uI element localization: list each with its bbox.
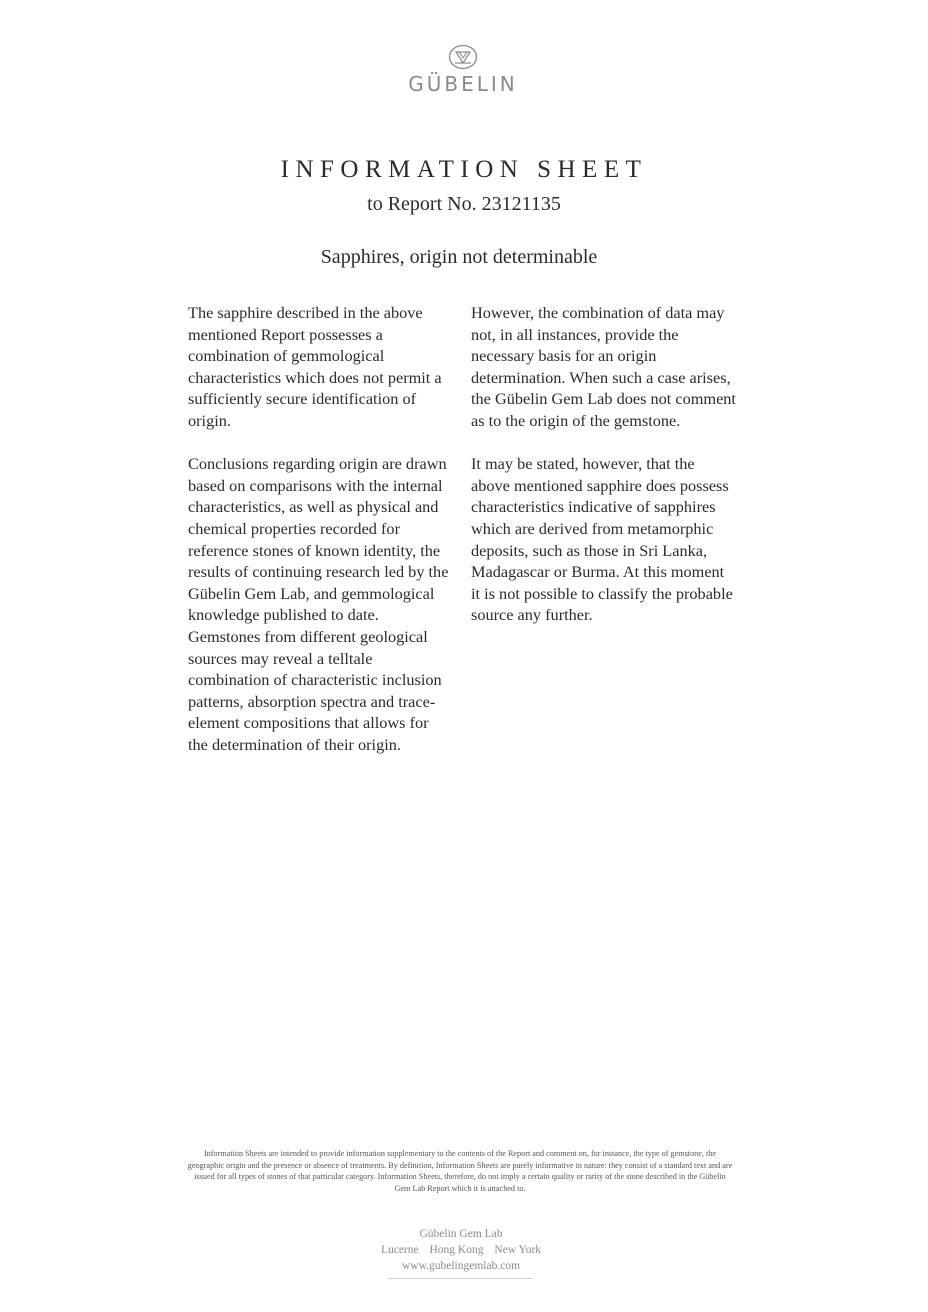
section-heading: Sapphires, origin not determinable [320, 246, 598, 268]
brand-wordmark: GÜBELIN [408, 72, 518, 96]
footer-website-link[interactable]: www.gubelingemlab.com [401, 1260, 521, 1272]
paragraph: The sapphire described in the above mentioned Report possesses a combination of gemmological characteristics which does not permit a sufficiently secure identification of origin. [188, 303, 442, 430]
footer [0, 1226, 922, 1274]
paragraph: It may be stated, however, that the above mentioned sapphire does possess characteristics indicative of sapphires which are derived from metamorphic deposits, such as those in Sri Lanka, Madagascar or Burma. At this moment it is not possible to classify the probable source any further. [471, 454, 733, 625]
paragraph: Conclusions regarding origin are drawn based on comparisons with the internal characteristics, as well as physical and chemical properties recorded for reference stones of known identity, the results of continuing research led by the Gübelin Gem Lab, and gemmological knowledge published to date. Gemstones from different geological sources may reveal a telltale combination of characteristic inclusion patterns, absorption spectra and trace-element compositions that allows for the determination of their origin. [188, 454, 449, 754]
brand-logo [388, 44, 538, 96]
report-number: to Report No. 23121135 [367, 193, 561, 215]
footer-lab-name: Gübelin Gem Lab [419, 1228, 503, 1240]
footer-location: Lucerne [380, 1244, 419, 1256]
gubelin-emblem-icon [448, 44, 478, 70]
page-title: INFORMATION SHEET [280, 156, 648, 183]
right-column [471, 302, 736, 648]
footer-location: New York [494, 1244, 542, 1256]
left-column [188, 302, 450, 777]
disclaimer-text: Information Sheets are intended to provide information supplementary to the contents of the Report and comment on, for instance, the type of gemstone, the geographic origin and the presence or absence of treatments. By definition, Information Sheets are purely informative in nature: they consist of a standard text and are issued for all types of stones of that particular category. Information Sheets, therefore, do not imply a certain quality or rarity of the stone described in the Gübelin Gem Lab Report which it is attached to. [187, 1149, 733, 1193]
footer-divider [388, 1278, 533, 1279]
footer-location: Hong Kong [429, 1244, 484, 1256]
footer-locations [0, 1242, 922, 1258]
paragraph: However, the combination of data may not, in all instances, provide the necessary basis for an origin determination. When such a case arises, the Gübelin Gem Lab does not comment as to the origin of the gemstone. [471, 303, 736, 430]
